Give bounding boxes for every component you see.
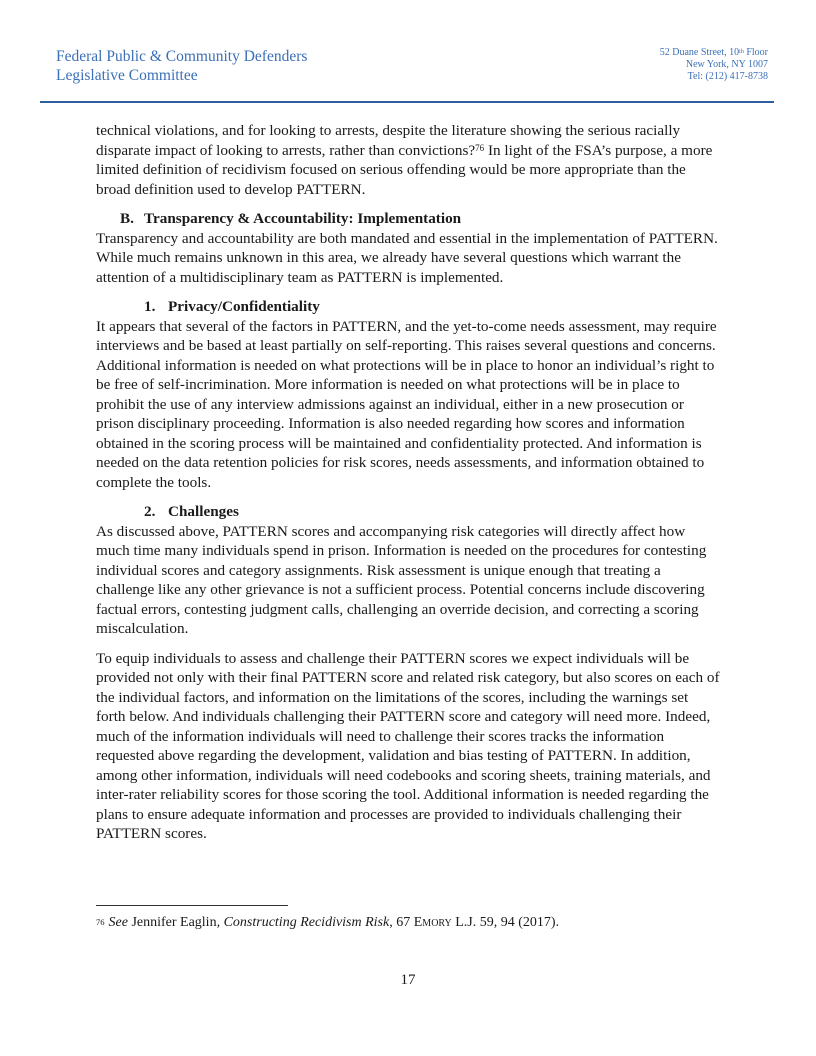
header-divider — [40, 101, 774, 103]
section-b-body: Transparency and accountability are both mandated and essential in the implementation of PATTERN. While much remains unknown in this area, we already have several questions which warrant the attention of a multidisciplinary team as PATTERN is implemented. — [96, 229, 718, 286]
subsection-2-number: 2. — [144, 503, 156, 520]
footnote-signal: See — [108, 915, 128, 930]
subsection-2-title: Challenges — [168, 503, 239, 520]
footnote-title: Constructing Recidivism Risk — [223, 915, 390, 930]
footnote-journal: mory — [422, 915, 452, 930]
address-city: New York, NY 1007 — [685, 59, 768, 70]
footnote-volume: , 67 E — [389, 915, 423, 930]
subsection-2-body-2: To equip individuals to assess and challenge their PATTERN scores we expect individuals will be provided not only with their final PATTERN score and related risk category, but also scores on each of the individual factors, and information on the limitations of the scores, including the warnings set forth below. And individuals challenging their PATTERN score and category will need more. Indeed, much of the information individuals will need to challenge their scores tracks the information requested above regarding the development, validation and bias testing of PATTERN. In addition, among other information, individuals will need codebooks and scoring sheets, training materials, and inter-rater reliability scores for those scoring the tool. Additional information is needed regarding the plans to ensure adequate information and processes are provided to individuals challenging their PATTERN scores. — [96, 649, 720, 842]
org-line-2: Legislative Committee — [56, 67, 198, 84]
intro-paragraph — [96, 121, 720, 199]
address-street — [660, 47, 768, 59]
intro-text-a: technical violations, and for looking to arrests, despite the literature showing the serious racially disparate impact of looking to arrests, rather than convictions? — [96, 122, 681, 159]
subsection-2-body-1: As discussed above, PATTERN scores and accompanying risk categories will directly affect how much time many individuals spend in prison. Information is needed on the procedures for contesting individual scores and category assignments. Risk assessment is unique enough that treating a challenge like any other grievance is not a sufficient process. Potential concerns include discovering factual errors, contesting judgment calls, challenging an override decision, and correcting a scoring miscalculation. — [96, 522, 707, 637]
footnote-divider — [96, 905, 288, 906]
subsection-2-heading — [96, 502, 720, 522]
organization-address — [660, 47, 768, 83]
subsection-1-number: 1. — [144, 298, 156, 315]
address-street-floor: Floor — [743, 47, 768, 58]
page-number: 17 — [400, 972, 416, 988]
address-telephone: Tel: (212) 417-8738 — [687, 71, 768, 82]
page-body — [96, 121, 720, 854]
address-street-sup: th — [739, 49, 744, 55]
footnote-comma: , — [216, 915, 224, 930]
address-street-text: 52 Duane Street, 10 — [659, 47, 740, 58]
section-b-heading — [96, 209, 720, 229]
org-line-1: Federal Public & Community Defenders — [56, 48, 308, 65]
subsection-1-heading — [96, 297, 720, 317]
section-b-title: Transparency & Accountability: Implementation — [144, 210, 462, 227]
subsection-1-title: Privacy/Confidentiality — [168, 298, 320, 315]
section-b-number: B. — [120, 210, 134, 227]
footnote — [96, 914, 720, 932]
organization-name — [56, 47, 307, 85]
footnote-citation-rest: L.J. 59, 94 (2017). — [451, 915, 560, 930]
footnote-number: 76 — [96, 917, 105, 927]
footnote-reference: 76 — [475, 142, 485, 153]
intro-text-b: In light of the FSA’s purpose, a more limited definition of recidivism focused on serious offending would be more appropriate than the broad definition used to develop PATTERN. — [96, 141, 713, 198]
subsection-1-body: It appears that several of the factors in PATTERN, and the yet-to-come needs assessment, may require interviews and be based at least partially on self-reporting. This raises several questions and concerns. Additional information is needed on what protections will be in place to honor an individual’s right to be free of self-incrimination. More information is needed on what protections will be in place to prohibit the use of any interview admissions against an individual, either in a new prosecution or prison disciplinary proceeding. Information is also needed regarding how scores and information obtained in the scoring process will be maintained and confidentiality protected. And information is needed on the data retention policies for risk scores, needs assessments, and information obtained to complete the tools. — [96, 317, 717, 491]
footnote-author: Jennifer Eaglin — [127, 915, 217, 930]
